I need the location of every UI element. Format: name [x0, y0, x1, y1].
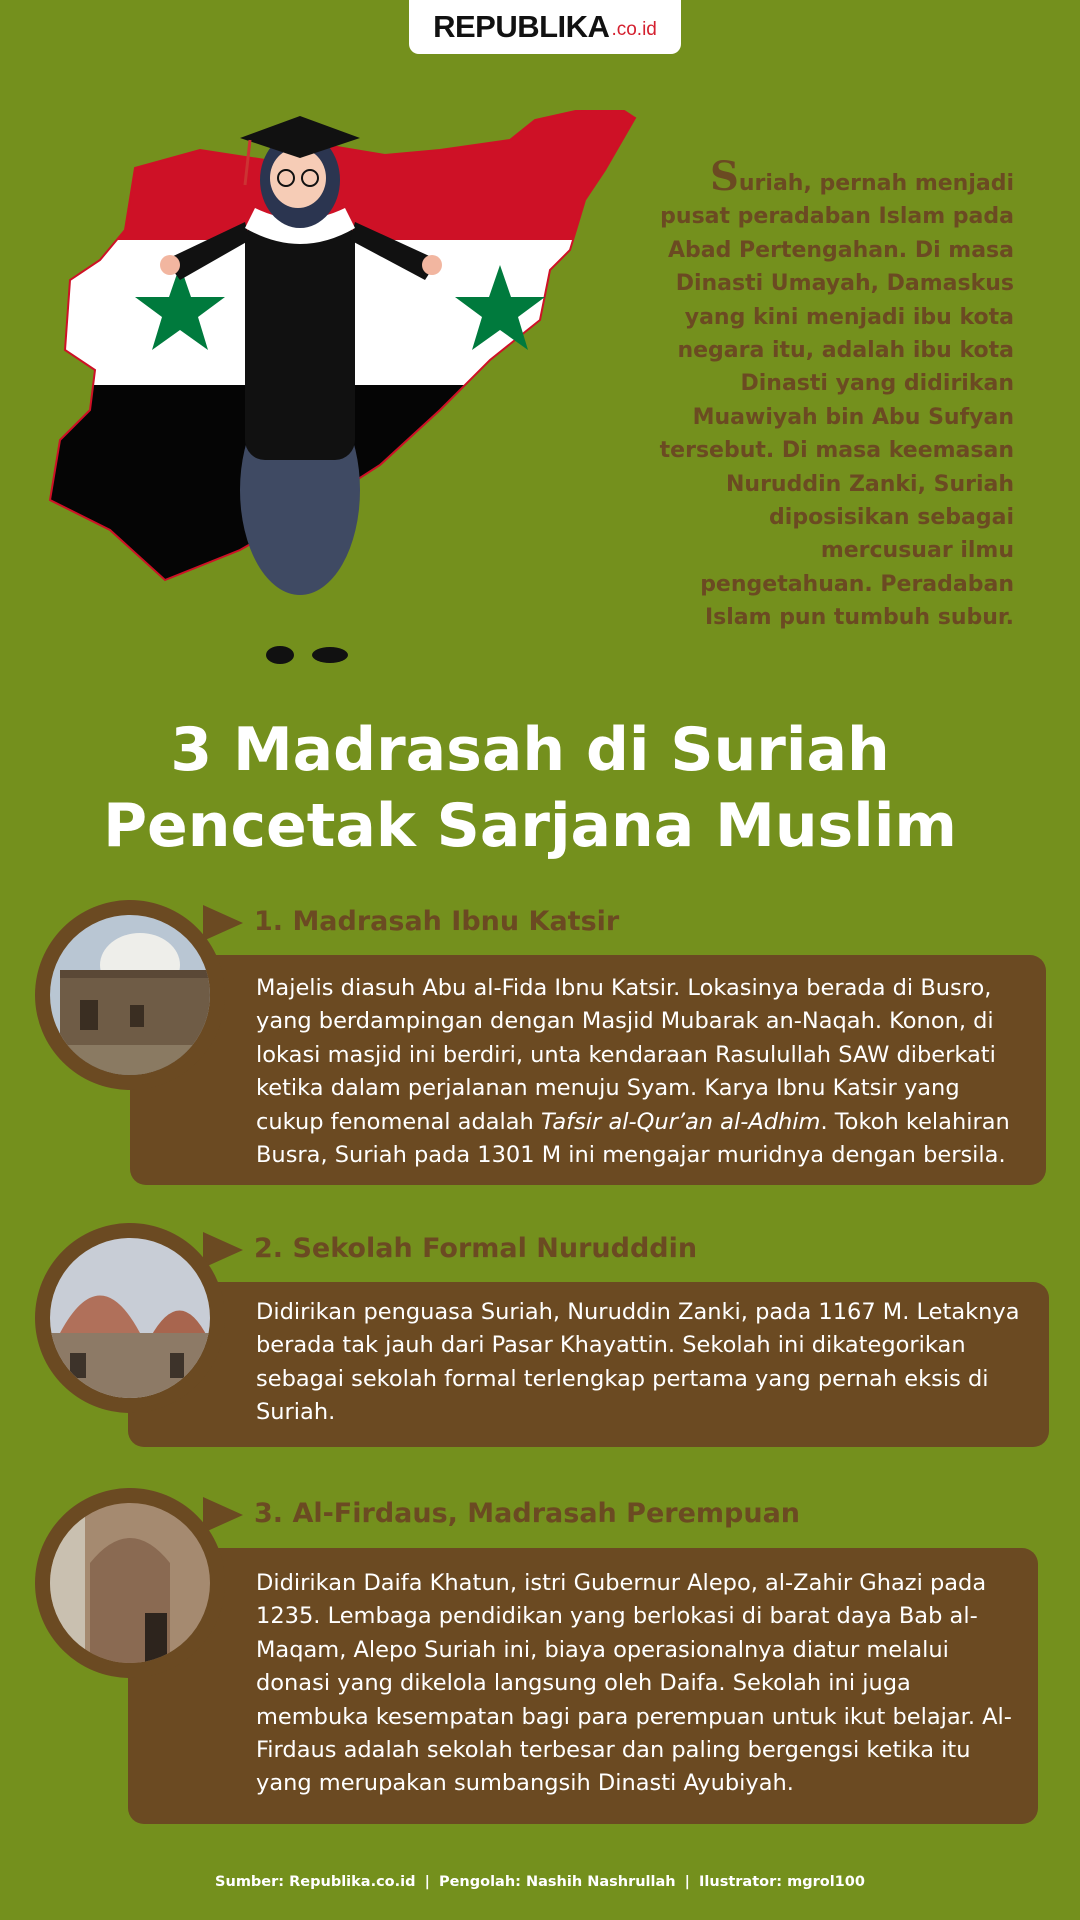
intro-dropcap: S — [710, 153, 739, 200]
section-2-pointer — [203, 1232, 243, 1268]
section-1-card — [130, 955, 1046, 1185]
section-2-photo-frame — [35, 1223, 225, 1413]
footer-illustrator: Ilustrator: mgrol100 — [699, 1874, 865, 1890]
section-3-card — [128, 1548, 1038, 1824]
sekolah-nuruddin-photo — [50, 1238, 210, 1398]
republika-logo[interactable] — [409, 0, 681, 54]
section-1-photo-frame — [35, 900, 225, 1090]
section-2-text: Didirikan penguasa Suriah, Nuruddin Zanki, pada 1167 M. Letaknya berada tak jauh dari Pasar Khayattin. Sekolah ini dikategorikan sebagai sekolah formal terlengkap pertama yang pernah eksis di Suriah. — [256, 1299, 1020, 1426]
flag-map — [40, 110, 690, 670]
section-2-heading: 2. Sekolah Formal Nurudddin — [254, 1233, 698, 1264]
section-3-text: Didirikan Daifa Khatun, istri Gubernur Alepo, al-Zahir Ghazi pada 1235. Lembaga pendidikan yang berlokasi di barat daya Bab al-Maqam, Alepo Suriah ini, biaya operasionalnya diatur melalui donasi yang dikelola langsung oleh Daifa. Sekolah ini juga membuka kesempatan bagi para perempuan untuk ikut belajar. Al-Firdaus adalah sekolah terbesar dan paling bergengsi ketika itu yang merupakan sumbangsih Dinasti Ayubiyah. — [256, 1570, 1012, 1797]
section-3-photo-frame — [35, 1488, 225, 1678]
section-1-text-before: Majelis diasuh Abu al-Fida Ibnu Katsir. Lokasinya berada di Busro, yang berdampingan dengan Masjid Mubarak an-Naqah. Konon, di lokasi masjid ini berdiri, unta kendaraan Rasulullah SAW diberkati ketika dalam perjalanan menuju Syam. Karya Ibnu Katsir yang cukup fenomenal adalah — [256, 975, 996, 1135]
intro-paragraph — [654, 153, 1014, 635]
section-3-pointer — [203, 1497, 243, 1533]
section-1-book-title: Tafsir al-Qur’an al-Adhim — [540, 1108, 821, 1135]
logo-suffix-text: .co.id — [611, 19, 657, 40]
section-1-heading: 1. Madrasah Ibnu Katsir — [254, 906, 620, 937]
al-firdaus-photo — [50, 1503, 210, 1663]
page-title — [0, 712, 1060, 864]
title-line-1: 3 Madrasah di Suriah — [170, 715, 890, 785]
footer-credits — [0, 1874, 1080, 1890]
logo-main-text: REPUBLIKA — [433, 9, 610, 44]
intro-body: uriah, pernah menjadi pusat peradaban Islam pada Abad Pertengahan. Di masa Dinasti Umayah, Damaskus yang kini menjadi ibu kota negara itu, adalah ibu kota Dinasti yang didirikan Muawiyah bin Abu Sufyan tersebut. Di masa keemasan Nuruddin Zanki, Suriah diposisikan sebagai mercusuar ilmu pengetahuan. Peradaban Islam pun tumbuh subur. — [659, 171, 1014, 631]
title-line-2: Pencetak Sarjana Muslim — [103, 791, 957, 861]
footer-editor: Pengolah: Nashih Nashrullah — [438, 1874, 676, 1890]
footer-sep-1: | — [424, 1874, 430, 1890]
section-1-pointer — [203, 905, 243, 941]
section-2-card — [128, 1282, 1049, 1447]
madrasah-ibnu-katsir-photo — [50, 915, 210, 1075]
section-3-heading: 3. Al-Firdaus, Madrasah Perempuan — [254, 1498, 801, 1529]
syria-map-illustration — [40, 110, 690, 670]
section-1-text-after: . Tokoh kelahiran Busra, Suriah pada 1301 M ini mengajar muridnya dengan bersila. — [256, 1108, 1010, 1169]
footer-source: Sumber: Republika.co.id — [215, 1874, 416, 1890]
footer-sep-2: | — [684, 1874, 690, 1890]
